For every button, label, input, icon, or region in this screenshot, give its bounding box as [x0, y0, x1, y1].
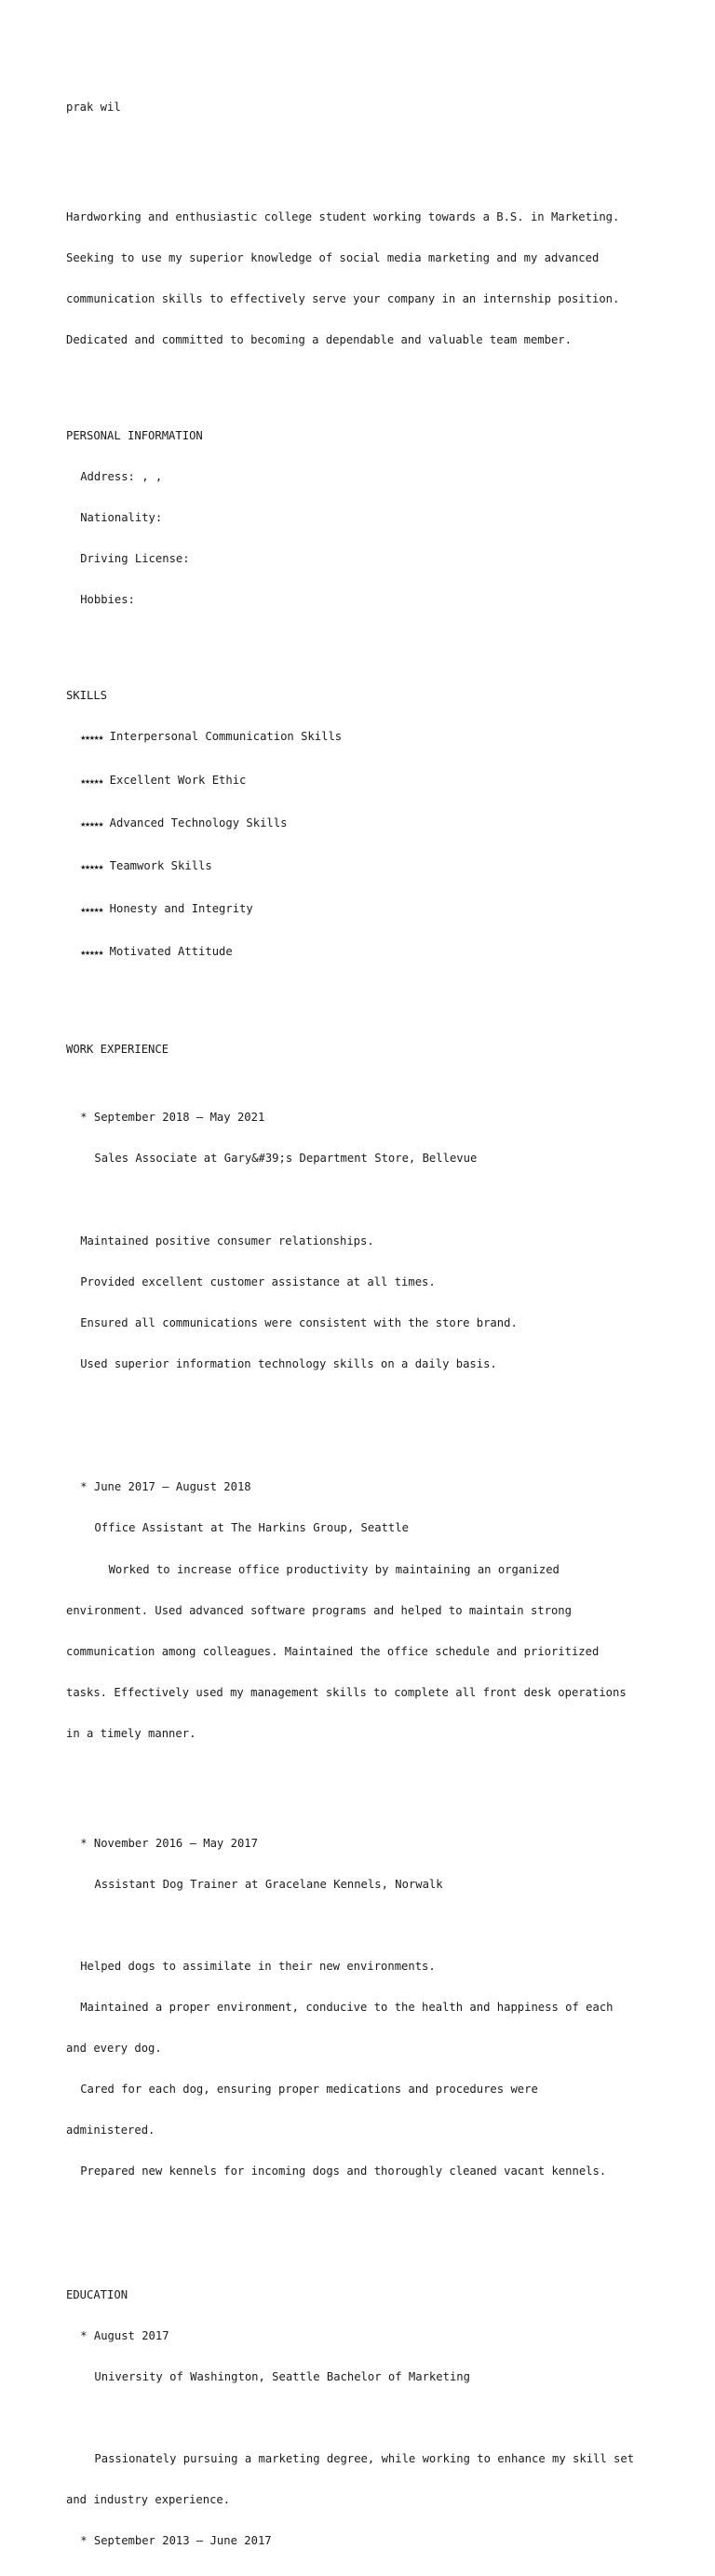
skill-item [66, 774, 708, 789]
job-title: Sales Associate at Gary&#39;s Department Store, Bellevue [94, 1152, 478, 1166]
summary-line: Hardworking and enthusiastic college student working towards a B.S. in Marketing. [66, 209, 620, 223]
skill-label: Excellent Work Ethic [109, 773, 247, 787]
job-detail-line: Helped dogs to assimilate in their new environments. [80, 1959, 436, 1973]
skill-label: Motivated Attitude [109, 944, 233, 958]
job-detail-line: administered. [66, 2124, 155, 2138]
skill-item [66, 859, 708, 875]
job-title: Assistant Dog Trainer at Gracelane Kennels, Norwalk [94, 1877, 443, 1891]
job-detail-line: environment. Used advanced software programs and helped to maintain strong [66, 1603, 572, 1617]
personal-info-heading: PERSONAL INFORMATION [66, 428, 203, 442]
education-dates: * September 2013 – June 2017 [80, 2534, 272, 2548]
star-rating-icon: ★★★★★ [80, 775, 103, 787]
summary-line: communication skills to effectively serve your company in an internship position. [66, 291, 620, 305]
skill-item [66, 902, 708, 918]
hobbies-field: Hobbies: [80, 593, 135, 607]
job-detail-line: Maintained a proper environment, conducive to the health and happiness of each [80, 2001, 614, 2015]
education-dates: * August 2017 [80, 2328, 169, 2342]
driving-license-field: Driving License: [80, 552, 190, 566]
skill-label: Teamwork Skills [109, 858, 212, 872]
resume-document [66, 60, 708, 2576]
nationality-field: Nationality: [80, 511, 163, 525]
summary-line: Dedicated and committed to becoming a dependable and valuable team member. [66, 333, 572, 347]
job-detail-line: Cared for each dog, ensuring proper medications and procedures were [80, 2083, 538, 2097]
education-heading: EDUCATION [66, 2287, 128, 2301]
skill-label: Honesty and Integrity [109, 901, 253, 915]
work-experience-heading: WORK EXPERIENCE [66, 1042, 169, 1056]
job-detail-line: Worked to increase office productivity by maintaining an organized [108, 1562, 560, 1576]
skill-label: Interpersonal Communication Skills [109, 730, 343, 744]
address-field: Address: , , [80, 470, 163, 484]
skill-item [66, 730, 708, 746]
star-rating-icon: ★★★★★ [80, 904, 103, 915]
summary-line: Seeking to use my superior knowledge of social media marketing and my advanced [66, 250, 600, 264]
job-dates: * June 2017 – August 2018 [80, 1480, 251, 1494]
education-title: University of Washington, Seattle Bachelor of Marketing [94, 2369, 470, 2383]
job-detail-line: and every dog. [66, 2042, 162, 2056]
job-detail-line: Provided excellent customer assistance at all times. [80, 1275, 436, 1288]
skills-heading: SKILLS [66, 689, 108, 703]
star-rating-icon: ★★★★★ [80, 733, 103, 744]
job-detail-line: communication among colleagues. Maintained the office schedule and prioritized [66, 1644, 600, 1658]
star-rating-icon: ★★★★★ [80, 947, 103, 958]
skill-label: Advanced Technology Skills [109, 816, 288, 829]
job-detail-line: Ensured all communications were consistent with the store brand. [80, 1315, 518, 1329]
job-detail-line: in a timely manner. [66, 1726, 196, 1740]
job-dates: * September 2018 – May 2021 [80, 1111, 265, 1125]
job-detail-line: Used superior information technology skills on a daily basis. [80, 1357, 497, 1371]
skill-item [66, 816, 708, 832]
job-dates: * November 2016 – May 2017 [80, 1836, 258, 1850]
job-detail-line: Maintained positive consumer relationships. [80, 1234, 374, 1248]
job-title: Office Assistant at The Harkins Group, Seattle [94, 1521, 409, 1535]
star-rating-icon: ★★★★★ [80, 861, 103, 872]
skill-item [66, 945, 708, 961]
candidate-name: prak wil [66, 101, 121, 115]
job-detail-line: Prepared new kennels for incoming dogs and thoroughly cleaned vacant kennels. [80, 2165, 607, 2178]
star-rating-icon: ★★★★★ [80, 818, 103, 829]
education-detail-line: Passionately pursuing a marketing degree, while working to enhance my skill set [94, 2452, 635, 2466]
education-detail-line: and industry experience. [66, 2493, 231, 2507]
job-detail-line: tasks. Effectively used my management skills to complete all front desk operations [66, 1685, 627, 1699]
